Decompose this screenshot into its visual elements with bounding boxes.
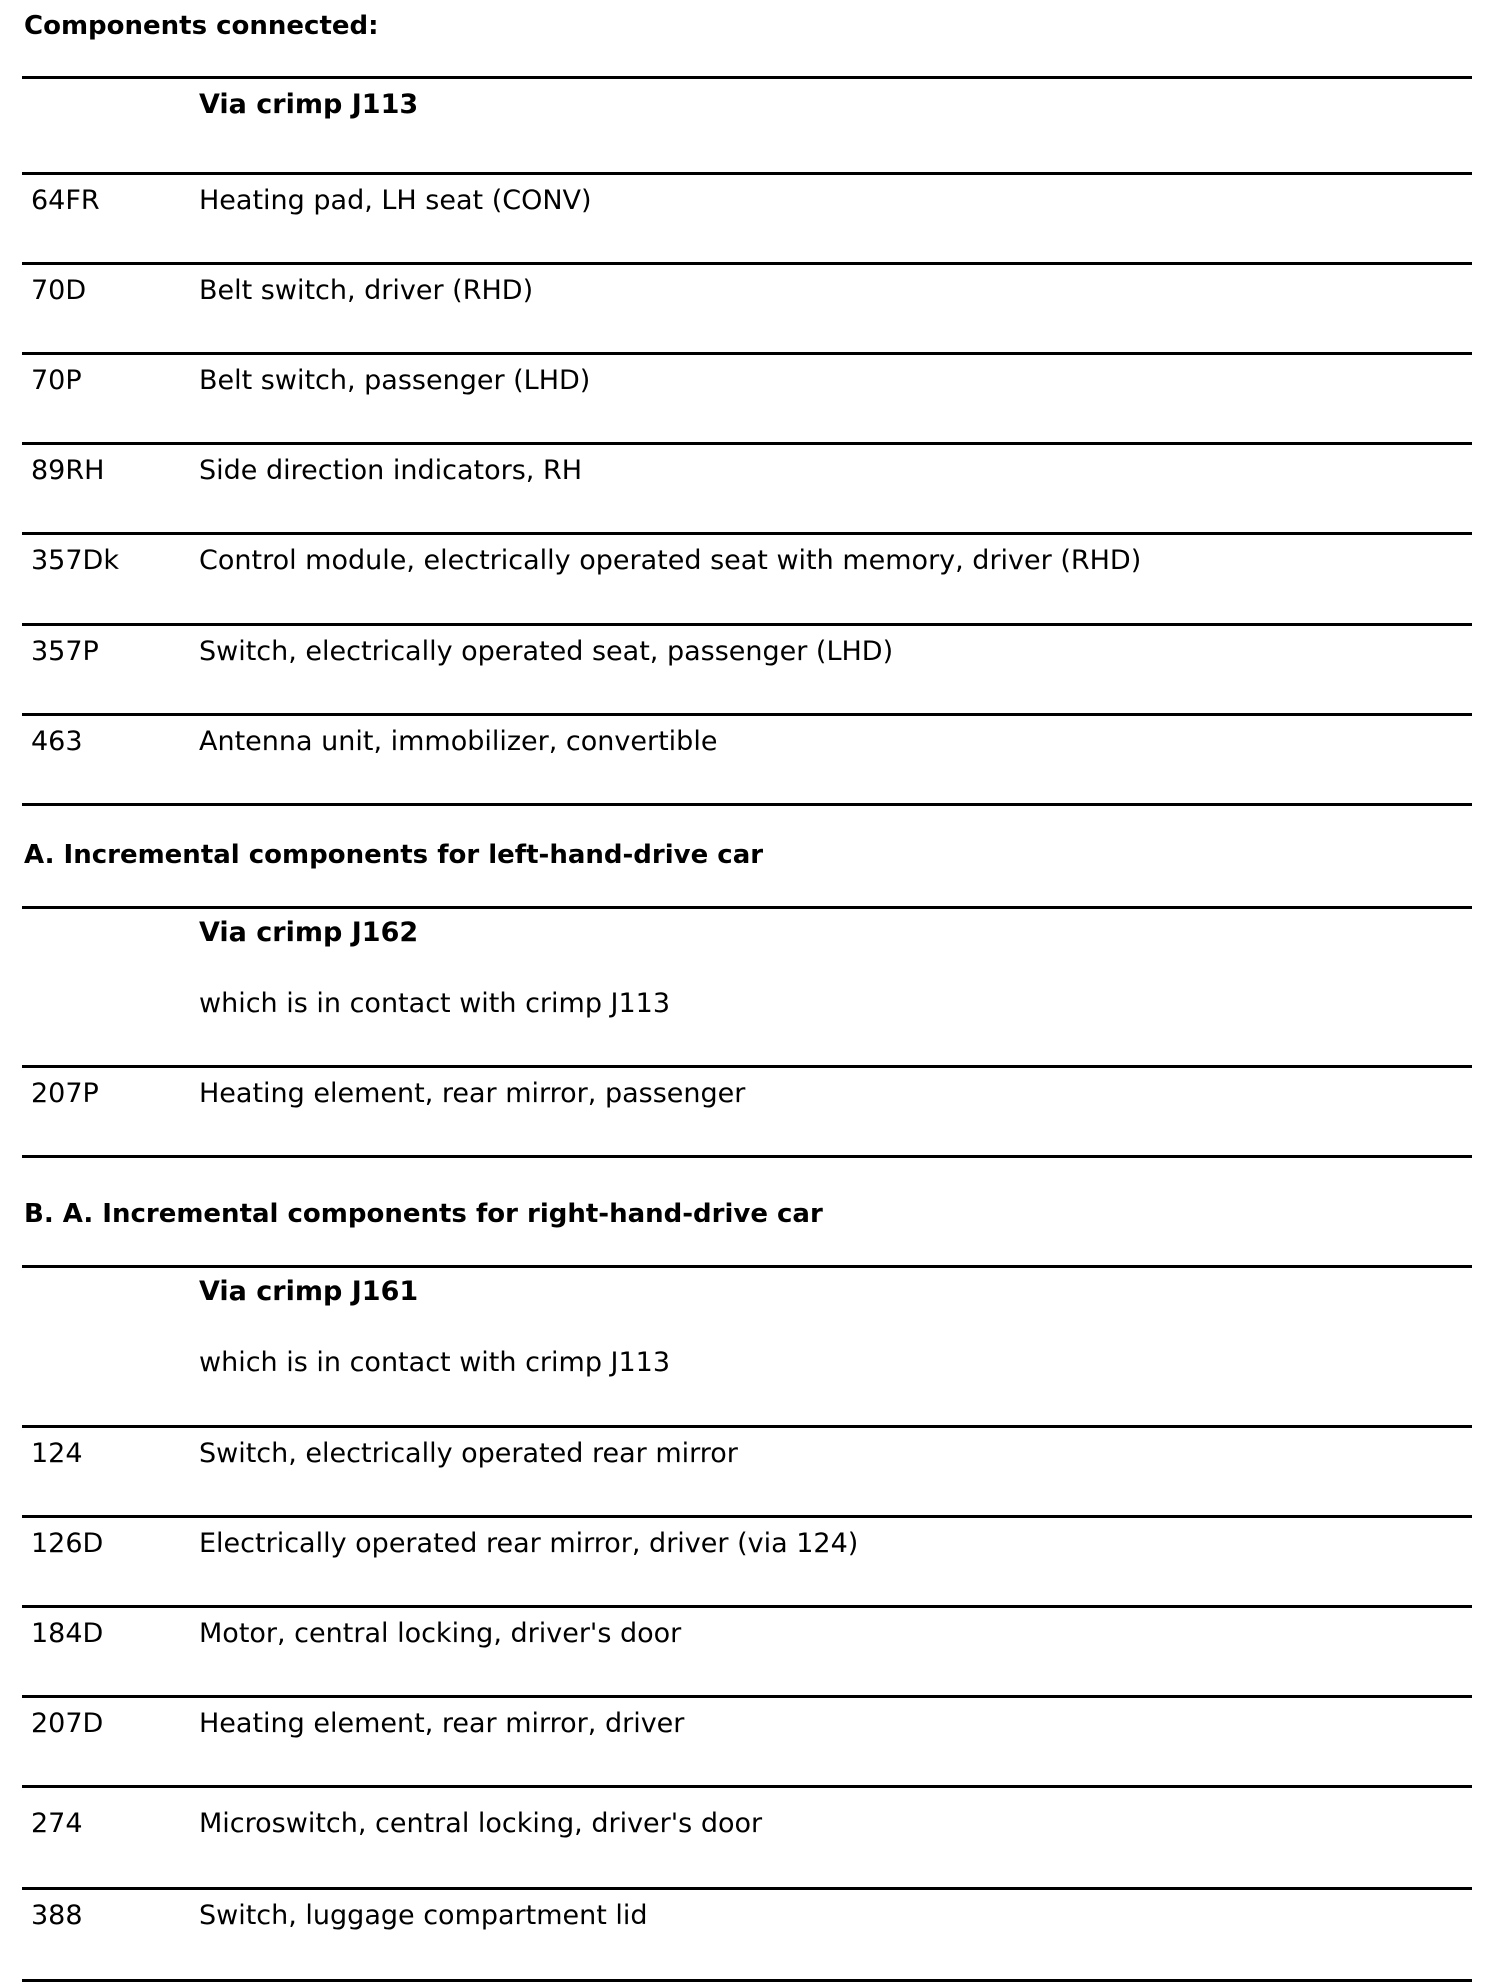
crimp-label: Via crimp J113	[199, 89, 419, 120]
table-rule	[22, 532, 1472, 535]
component-description: Heating element, rear mirror, driver	[199, 1708, 685, 1739]
section-heading: B. A. Incremental components for right-hand-drive car	[24, 1199, 823, 1229]
table-rule	[22, 1785, 1472, 1788]
component-code: 126D	[31, 1528, 104, 1559]
component-description: Switch, luggage compartment lid	[199, 1900, 648, 1931]
component-code: 274	[31, 1808, 83, 1839]
table-rule	[22, 1695, 1472, 1698]
page-title: Components connected:	[24, 11, 379, 41]
component-code: 207D	[31, 1708, 104, 1739]
component-code: 64FR	[31, 185, 100, 216]
crimp-label: Via crimp J162	[199, 917, 419, 948]
component-description: Switch, electrically operated rear mirror	[199, 1438, 738, 1469]
component-code: 388	[31, 1900, 83, 1931]
table-rule	[22, 623, 1472, 626]
table-rule	[22, 262, 1472, 265]
component-description: Switch, electrically operated seat, passenger (LHD)	[199, 636, 894, 667]
component-code: 124	[31, 1438, 83, 1469]
component-code: 463	[31, 726, 83, 757]
table-rule	[22, 76, 1472, 79]
table-rule	[22, 1425, 1472, 1428]
crimp-note: which is in contact with crimp J113	[199, 988, 671, 1019]
component-description: Motor, central locking, driver's door	[199, 1618, 682, 1649]
table-rule	[22, 713, 1472, 716]
component-description: Heating element, rear mirror, passenger	[199, 1078, 746, 1109]
component-code: 357P	[31, 636, 99, 667]
section-heading: A. Incremental components for left-hand-drive car	[24, 840, 764, 870]
table-rule	[22, 352, 1472, 355]
component-code: 70D	[31, 275, 87, 306]
component-description: Heating pad, LH seat (CONV)	[199, 185, 592, 216]
table-rule	[22, 1515, 1472, 1518]
table-rule	[22, 442, 1472, 445]
table-rule	[22, 1265, 1472, 1268]
component-code: 357Dk	[31, 545, 119, 576]
component-description: Control module, electrically operated seat with memory, driver (RHD)	[199, 545, 1142, 576]
component-description: Side direction indicators, RH	[199, 455, 583, 486]
crimp-label: Via crimp J161	[199, 1276, 419, 1307]
table-rule	[22, 1065, 1472, 1068]
table-rule	[22, 906, 1472, 909]
table-rule	[22, 803, 1472, 806]
component-description: Antenna unit, immobilizer, convertible	[199, 726, 718, 757]
component-code: 70P	[31, 365, 82, 396]
component-description: Belt switch, driver (RHD)	[199, 275, 534, 306]
component-description: Electrically operated rear mirror, driver (via 124)	[199, 1528, 859, 1559]
crimp-note: which is in contact with crimp J113	[199, 1347, 671, 1378]
component-description: Microswitch, central locking, driver's door	[199, 1808, 763, 1839]
component-code: 207P	[31, 1078, 99, 1109]
component-code: 184D	[31, 1618, 104, 1649]
component-code: 89RH	[31, 455, 105, 486]
table-rule	[22, 172, 1472, 175]
table-rule	[22, 1605, 1472, 1608]
table-rule	[22, 1979, 1472, 1982]
table-rule	[22, 1887, 1472, 1890]
table-rule	[22, 1155, 1472, 1158]
component-description: Belt switch, passenger (LHD)	[199, 365, 591, 396]
